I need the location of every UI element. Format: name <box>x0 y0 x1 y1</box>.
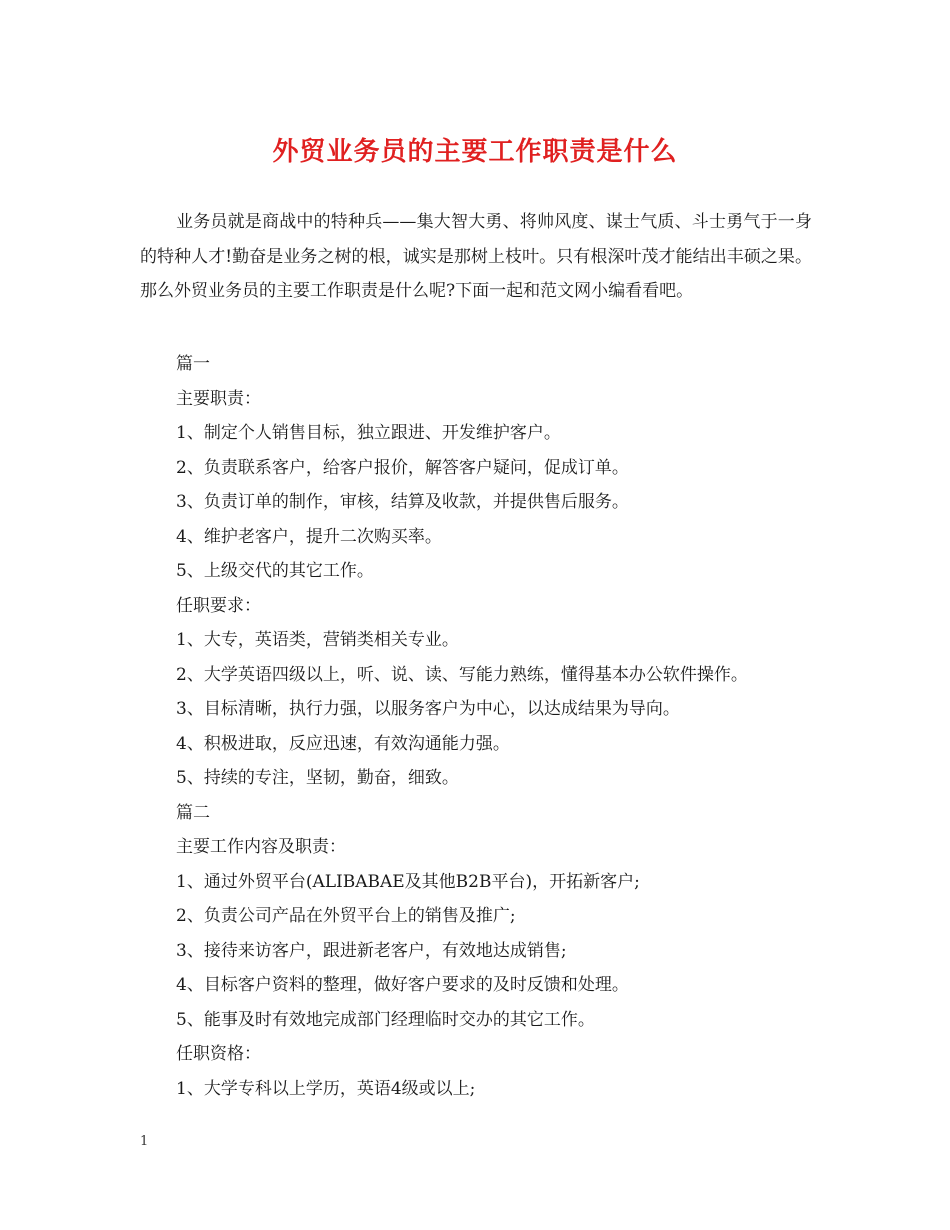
section-heading: 篇二 <box>176 802 210 823</box>
list-item: 5、上级交代的其它工作。 <box>176 561 374 581</box>
list-item: 3、接待来访客户，跟进新老客户，有效地达成销售; <box>176 940 567 961</box>
page-number: 1 <box>140 1134 149 1149</box>
list-item: 1、制定个人销售目标，独立跟进、开发维护客户。 <box>176 423 561 443</box>
document-title: 外贸业务员的主要工作职责是什么 <box>272 137 678 167</box>
body-lines <box>176 347 826 1106</box>
list-item: 3、目标清晰，执行力强，以服务客户为中心，以达成结果为导向。 <box>176 699 680 719</box>
subsection-heading: 主要职责： <box>176 388 261 409</box>
list-item: 1、大专，英语类，营销类相关专业。 <box>176 630 459 650</box>
list-item: 2、负责公司产品在外贸平台上的销售及推广; <box>176 906 516 926</box>
intro-paragraph: 业务员就是商战中的特种兵——集大智大勇、将帅风度、谋士气质、斗士勇气于一身的特种人才!勤奋是业务之树的根，诚实是那树上枝叶。只有根深叶茂才能结出丰硕之果。那么外贸业务员的主要工作职责是什么呢?下面一起和范文网小编看看吧。 <box>140 212 812 302</box>
list-item: 3、负责订单的制作，审核，结算及收款，并提供售后服务。 <box>176 492 629 512</box>
list-item: 1、通过外贸平台(ALIBABAE及其他B2B平台)，开拓新客户; <box>176 871 640 892</box>
list-item: 4、积极进取，反应迅速，有效沟通能力强。 <box>176 733 510 754</box>
list-item: 2、负责联系客户，给客户报价，解答客户疑问，促成订单。 <box>176 457 629 478</box>
section-heading: 篇一 <box>176 354 210 374</box>
subsection-heading: 任职资格： <box>176 1044 261 1064</box>
list-item: 2、大学英语四级以上，听、说、读、写能力熟练，懂得基本办公软件操作。 <box>176 664 748 685</box>
list-item: 5、持续的专注，坚韧，勤奋，细致。 <box>176 768 459 788</box>
subsection-heading: 任职要求： <box>176 595 261 616</box>
list-item: 4、目标客户资料的整理，做好客户要求的及时反馈和处理。 <box>176 975 629 995</box>
list-item: 1、大学专科以上学历，英语4级或以上; <box>176 1078 476 1099</box>
subsection-heading: 主要工作内容及职责： <box>176 837 346 857</box>
list-item: 4、维护老客户，提升二次购买率。 <box>176 526 442 547</box>
list-item: 5、能事及时有效地完成部门经理临时交办的其它工作。 <box>176 1009 595 1030</box>
